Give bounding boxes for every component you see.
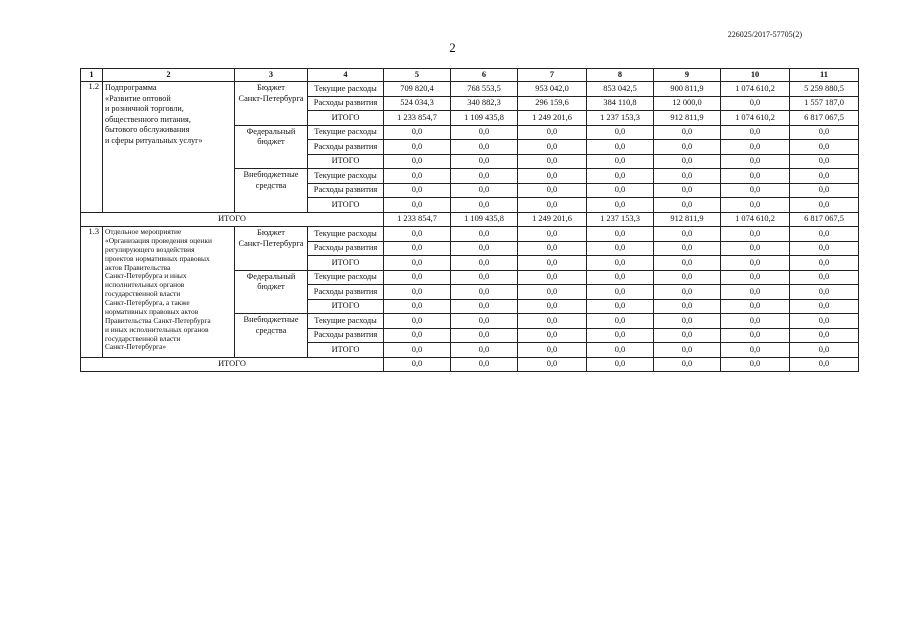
header-cell: 5 — [384, 69, 451, 82]
value-cell: 0,0 — [451, 314, 518, 329]
program-name-line: Подпрограмма — [105, 83, 157, 92]
total-value: 1 237 153,3 — [587, 212, 654, 227]
value-cell: 0,0 — [721, 328, 790, 343]
value-cell: 0,0 — [721, 154, 790, 169]
page-number: 2 — [449, 40, 456, 55]
program-name-line: проектов нормативных правовых — [105, 253, 210, 263]
funding-source — [235, 227, 308, 271]
program-name-line: нормативных правовых актов — [105, 306, 199, 316]
value-cell: 0,0 — [587, 227, 654, 242]
funding-source-line: Внебюджетные — [243, 315, 299, 324]
value-cell: 0,0 — [384, 125, 451, 140]
value-cell: 0,0 — [790, 169, 859, 184]
expense-type: Текущие расходы — [308, 314, 384, 329]
value-cell: 0,0 — [384, 299, 451, 314]
value-cell: 0,0 — [384, 183, 451, 198]
value-cell: 0,0 — [654, 140, 721, 155]
funding-source — [235, 169, 308, 213]
value-cell: 853 042,5 — [587, 82, 654, 97]
value-cell: 0,0 — [654, 285, 721, 300]
expense-type: Расходы развития — [308, 96, 384, 111]
total-value: 1 233 854,7 — [384, 212, 451, 227]
value-cell: 0,0 — [721, 299, 790, 314]
header-cell: 11 — [790, 69, 859, 82]
program-name-line: и иных исполнительных органов — [105, 324, 209, 334]
value-cell: 0,0 — [384, 270, 451, 285]
value-cell: 0,0 — [384, 328, 451, 343]
document-number: 226025/2017-57705(2) — [727, 30, 802, 39]
value-cell: 0,0 — [451, 285, 518, 300]
total-value: 1 109 435,8 — [451, 212, 518, 227]
value-cell: 12 000,0 — [654, 96, 721, 111]
value-cell: 0,0 — [518, 314, 587, 329]
financing-table — [80, 68, 859, 372]
funding-source-line: бюджет — [257, 282, 285, 292]
value-cell: 0,0 — [790, 314, 859, 329]
total-value: 1 074 610,2 — [721, 212, 790, 227]
header-cell: 6 — [451, 69, 518, 82]
total-value: 912 811,9 — [654, 212, 721, 227]
header-row — [81, 69, 859, 82]
value-cell: 0,0 — [518, 227, 587, 242]
funding-source — [235, 314, 308, 358]
funding-source-line: Бюджет — [257, 228, 285, 237]
total-value: 0,0 — [721, 357, 790, 372]
total-label: ИТОГО — [81, 357, 384, 372]
header-cell: 7 — [518, 69, 587, 82]
total-value: 1 249 201,6 — [518, 212, 587, 227]
value-cell: 0,0 — [384, 343, 451, 358]
header-cell: 4 — [308, 69, 384, 82]
value-cell: 296 159,6 — [518, 96, 587, 111]
value-cell: 0,0 — [654, 314, 721, 329]
value-cell: 709 820,4 — [384, 82, 451, 97]
expense-type: Расходы развития — [308, 285, 384, 300]
value-cell: 0,0 — [654, 125, 721, 140]
value-cell: 1 109 435,8 — [451, 111, 518, 126]
value-cell: 0,0 — [384, 198, 451, 213]
funding-source — [235, 270, 308, 314]
value-cell: 0,0 — [451, 198, 518, 213]
value-cell: 0,0 — [587, 343, 654, 358]
funding-source — [235, 125, 308, 169]
header-cell: 2 — [103, 69, 235, 82]
table-row — [81, 82, 859, 97]
value-cell: 0,0 — [384, 227, 451, 242]
value-cell: 0,0 — [384, 314, 451, 329]
value-cell: 768 553,5 — [451, 82, 518, 97]
funding-source-line: Санкт-Петербурга — [238, 93, 304, 103]
value-cell: 0,0 — [518, 183, 587, 198]
value-cell: 0,0 — [587, 154, 654, 169]
total-row — [81, 212, 859, 227]
value-cell: 0,0 — [654, 154, 721, 169]
value-cell: 0,0 — [518, 169, 587, 184]
expense-type: ИТОГО — [308, 198, 384, 213]
expense-type: ИТОГО — [308, 154, 384, 169]
value-cell: 0,0 — [790, 154, 859, 169]
value-cell: 953 042,0 — [518, 82, 587, 97]
value-cell: 0,0 — [451, 299, 518, 314]
total-label: ИТОГО — [81, 212, 384, 227]
value-cell: 0,0 — [518, 256, 587, 271]
value-cell: 0,0 — [518, 154, 587, 169]
funding-source-line: Федеральный — [246, 126, 296, 136]
value-cell: 0,0 — [518, 198, 587, 213]
value-cell: 0,0 — [451, 343, 518, 358]
value-cell: 0,0 — [654, 343, 721, 358]
value-cell: 0,0 — [790, 183, 859, 198]
value-cell: 0,0 — [721, 198, 790, 213]
value-cell: 0,0 — [518, 241, 587, 256]
value-cell: 0,0 — [790, 125, 859, 140]
header-cell: 9 — [654, 69, 721, 82]
value-cell: 0,0 — [654, 183, 721, 198]
value-cell: 0,0 — [790, 256, 859, 271]
total-value: 0,0 — [384, 357, 451, 372]
program-name-line: актов Правительства — [105, 262, 171, 272]
value-cell: 0,0 — [721, 96, 790, 111]
program-name-line: Санкт-Петербурга и иных — [105, 271, 187, 281]
value-cell: 1 557 187,0 — [790, 96, 859, 111]
program-name-line: и розничной торговли, — [105, 104, 184, 113]
value-cell: 0,0 — [721, 343, 790, 358]
value-cell: 0,0 — [451, 270, 518, 285]
value-cell: 900 811,9 — [654, 82, 721, 97]
value-cell: 0,0 — [721, 256, 790, 271]
value-cell: 0,0 — [721, 183, 790, 198]
value-cell: 0,0 — [518, 343, 587, 358]
expense-type: ИТОГО — [308, 111, 384, 126]
value-cell: 0,0 — [587, 328, 654, 343]
value-cell: 0,0 — [654, 256, 721, 271]
value-cell: 0,0 — [384, 256, 451, 271]
value-cell: 1 074 610,2 — [721, 111, 790, 126]
program-name-line: Правительства Санкт-Петербурга — [105, 315, 211, 325]
program-name-line: регулирующего воздействия — [105, 244, 195, 254]
program-name-line: общественного питания, — [105, 114, 191, 124]
value-cell: 0,0 — [654, 227, 721, 242]
row-code: 1.2 — [81, 82, 103, 213]
expense-type: Текущие расходы — [308, 82, 384, 97]
expense-type: Текущие расходы — [308, 270, 384, 285]
value-cell: 0,0 — [518, 125, 587, 140]
value-cell: 0,0 — [654, 299, 721, 314]
value-cell: 1 074 610,2 — [721, 82, 790, 97]
value-cell: 0,0 — [451, 154, 518, 169]
program-name-line: государственной власти — [105, 333, 181, 343]
value-cell: 0,0 — [790, 299, 859, 314]
value-cell: 0,0 — [384, 169, 451, 184]
value-cell: 0,0 — [451, 328, 518, 343]
expense-type: Текущие расходы — [308, 169, 384, 184]
total-value: 6 817 067,5 — [790, 212, 859, 227]
program-name-line: Санкт-Петербурга» — [105, 342, 167, 352]
program-name-line: Отдельное мероприятие — [105, 227, 182, 236]
funding-source-line: средства — [255, 325, 287, 335]
program-name-line: и сферы ритуальных услуг» — [105, 135, 203, 145]
value-cell: 912 811,9 — [654, 111, 721, 126]
funding-source-line: бюджет — [257, 137, 285, 147]
expense-type: Текущие расходы — [308, 125, 384, 140]
funding-source — [235, 82, 308, 126]
expense-type: ИТОГО — [308, 256, 384, 271]
header-cell: 10 — [721, 69, 790, 82]
table-row — [81, 227, 859, 242]
value-cell: 0,0 — [721, 169, 790, 184]
program-name-line: бытового обслуживания — [105, 125, 190, 134]
value-cell: 0,0 — [654, 198, 721, 213]
expense-type: ИТОГО — [308, 343, 384, 358]
value-cell: 0,0 — [654, 241, 721, 256]
total-value: 0,0 — [654, 357, 721, 372]
value-cell: 1 237 153,3 — [587, 111, 654, 126]
total-value: 0,0 — [518, 357, 587, 372]
program-name — [103, 227, 235, 358]
value-cell: 0,0 — [384, 140, 451, 155]
value-cell: 0,0 — [587, 314, 654, 329]
expense-type: Текущие расходы — [308, 227, 384, 242]
value-cell: 0,0 — [384, 285, 451, 300]
funding-source-line: средства — [255, 180, 287, 190]
value-cell: 0,0 — [654, 328, 721, 343]
value-cell: 0,0 — [654, 270, 721, 285]
value-cell: 0,0 — [721, 125, 790, 140]
value-cell: 0,0 — [790, 343, 859, 358]
value-cell: 0,0 — [587, 256, 654, 271]
header-cell: 8 — [587, 69, 654, 82]
expense-type: Расходы развития — [308, 241, 384, 256]
value-cell: 0,0 — [790, 285, 859, 300]
value-cell: 0,0 — [384, 154, 451, 169]
value-cell: 0,0 — [384, 241, 451, 256]
total-value: 0,0 — [790, 357, 859, 372]
total-row — [81, 357, 859, 372]
value-cell: 0,0 — [518, 328, 587, 343]
value-cell: 0,0 — [451, 227, 518, 242]
value-cell: 6 817 067,5 — [790, 111, 859, 126]
program-name-line: государственной власти — [105, 289, 181, 299]
value-cell: 0,0 — [451, 169, 518, 184]
value-cell: 0,0 — [587, 125, 654, 140]
funding-source-line: Федеральный — [246, 271, 296, 281]
program-name-line: «Организация проведения оценки — [105, 235, 212, 245]
value-cell: 0,0 — [451, 183, 518, 198]
value-cell: 0,0 — [587, 183, 654, 198]
value-cell: 0,0 — [587, 299, 654, 314]
value-cell: 0,0 — [518, 285, 587, 300]
value-cell: 0,0 — [451, 140, 518, 155]
value-cell: 0,0 — [451, 256, 518, 271]
value-cell: 0,0 — [587, 198, 654, 213]
value-cell: 0,0 — [451, 241, 518, 256]
expense-type: Расходы развития — [308, 183, 384, 198]
value-cell: 0,0 — [451, 125, 518, 140]
header-cell: 3 — [235, 69, 308, 82]
row-code: 1.3 — [81, 227, 103, 358]
value-cell: 0,0 — [790, 328, 859, 343]
funding-source-line: Санкт-Петербурга — [238, 238, 304, 248]
value-cell: 0,0 — [587, 241, 654, 256]
program-name-line: Санкт-Петербурга, а также — [105, 298, 190, 307]
value-cell: 0,0 — [654, 169, 721, 184]
value-cell: 0,0 — [721, 227, 790, 242]
value-cell: 0,0 — [721, 140, 790, 155]
header-cell: 1 — [81, 69, 103, 82]
expense-type: Расходы развития — [308, 140, 384, 155]
value-cell: 0,0 — [721, 241, 790, 256]
value-cell: 1 249 201,6 — [518, 111, 587, 126]
expense-type: Расходы развития — [308, 328, 384, 343]
program-name-line: «Развитие оптовой — [105, 93, 171, 103]
value-cell: 0,0 — [790, 241, 859, 256]
funding-source-line: Бюджет — [257, 83, 285, 92]
value-cell: 0,0 — [518, 299, 587, 314]
value-cell: 0,0 — [587, 285, 654, 300]
value-cell: 0,0 — [587, 270, 654, 285]
value-cell: 384 110,8 — [587, 96, 654, 111]
value-cell: 0,0 — [790, 140, 859, 155]
value-cell: 524 034,3 — [384, 96, 451, 111]
funding-source-line: Внебюджетные — [243, 170, 299, 179]
program-name-line: исполнительных органов — [105, 280, 185, 290]
total-value: 0,0 — [587, 357, 654, 372]
total-value: 0,0 — [451, 357, 518, 372]
value-cell: 340 882,3 — [451, 96, 518, 111]
value-cell: 1 233 854,7 — [384, 111, 451, 126]
value-cell: 0,0 — [587, 140, 654, 155]
value-cell: 0,0 — [790, 198, 859, 213]
program-name — [103, 82, 235, 213]
value-cell: 0,0 — [518, 140, 587, 155]
value-cell: 0,0 — [790, 270, 859, 285]
value-cell: 0,0 — [518, 270, 587, 285]
value-cell: 0,0 — [721, 285, 790, 300]
value-cell: 5 259 880,5 — [790, 82, 859, 97]
value-cell: 0,0 — [721, 314, 790, 329]
value-cell: 0,0 — [587, 169, 654, 184]
value-cell: 0,0 — [721, 270, 790, 285]
expense-type: ИТОГО — [308, 299, 384, 314]
value-cell: 0,0 — [790, 227, 859, 242]
